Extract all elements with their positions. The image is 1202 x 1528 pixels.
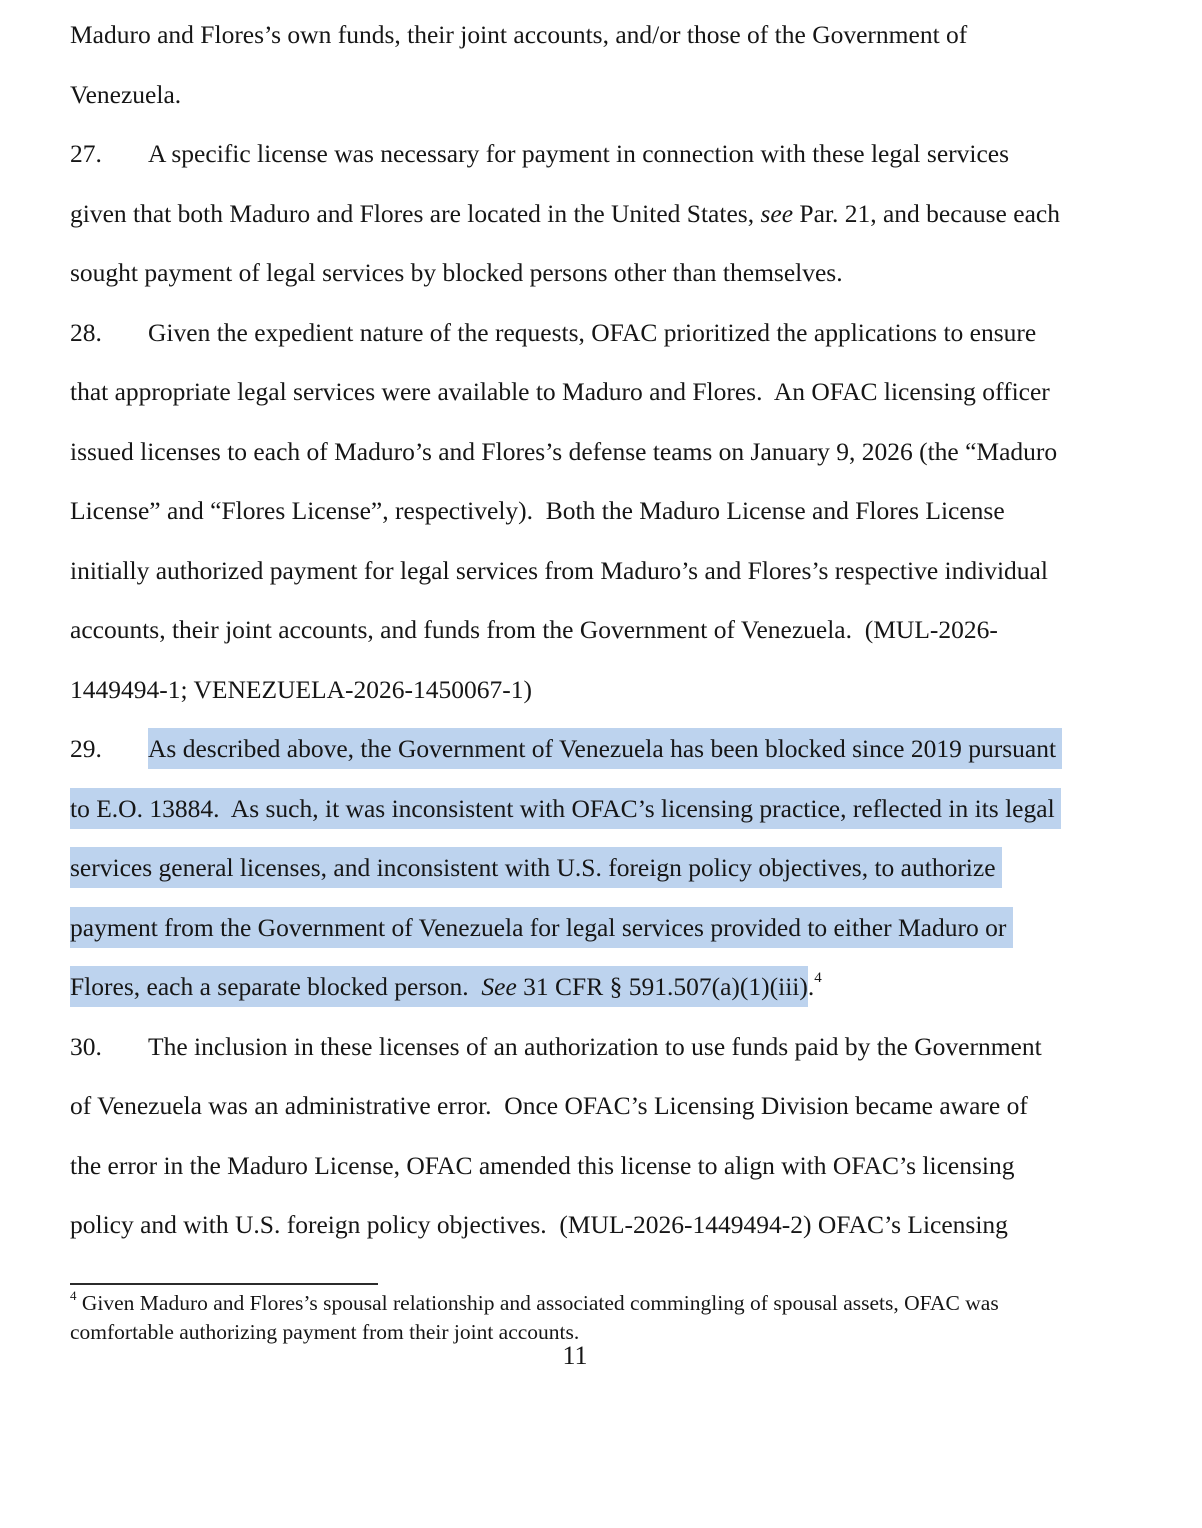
body-text (70, 5, 1180, 1255)
footnote-separator (70, 1283, 378, 1285)
highlighted-text: As described above, the Government of Venezuela has been blocked since 2019 pursuant (148, 728, 1062, 769)
text-line (70, 1136, 1180, 1196)
text-line (70, 660, 1180, 720)
text-line (70, 184, 1180, 244)
highlighted-text: See (481, 966, 516, 1007)
text-segment: given that both Maduro and Flores are located in the United States, (70, 198, 761, 228)
footnote-line-1: Given Maduro and Flores’s spousal relationship and associated commingling of spousal assets, OFAC was (76, 1291, 999, 1315)
text-line (70, 5, 1180, 65)
text-line (70, 600, 1180, 660)
text-segment: . (807, 972, 815, 1001)
text-line (70, 898, 1180, 958)
text-line (70, 1195, 1180, 1255)
highlighted-text: payment from the Government of Venezuela for legal services provided to either Maduro or (70, 907, 1013, 948)
text-line (70, 243, 1180, 303)
highlighted-text: 31 CFR § 591.507(a)(1)(iii) (517, 966, 808, 1007)
paragraph-number: 27. (70, 139, 102, 168)
highlighted-text: to E.O. 13884. As such, it was inconsistent with OFAC’s licensing practice, reflected in its legal (70, 788, 1061, 829)
footnote (70, 1289, 1080, 1346)
footnote-reference: 4 (814, 969, 822, 986)
text-segment: A specific license was necessary for payment in connection with these legal services (148, 139, 1010, 168)
text-line (70, 1076, 1180, 1136)
text-segment: Venezuela. (70, 79, 182, 109)
highlighted-text: Flores, each a separate blocked person. (70, 966, 481, 1007)
text-line (70, 362, 1180, 422)
text-segment: see (760, 198, 794, 228)
text-line (70, 422, 1180, 482)
text-segment: 1449494-1; VENEZUELA-2026-1450067-1) (70, 674, 533, 704)
highlighted-text: services general licenses, and inconsistent with U.S. foreign policy objectives, to authorize (70, 847, 1002, 888)
paragraph-start-line (70, 1017, 1180, 1077)
paragraph-start-line (70, 303, 1180, 363)
text-segment: the error in the Maduro License, OFAC amended this license to align with OFAC’s licensing (70, 1150, 1015, 1180)
text-segment: The inclusion in these licenses of an authorization to use funds paid by the Government (148, 1031, 1042, 1061)
text-line (70, 541, 1180, 601)
text-segment: sought payment of legal services by blocked persons other than themselves. (70, 258, 843, 287)
paragraph-number: 28. (70, 317, 102, 347)
paragraph-number: 30. (70, 1031, 102, 1061)
text-segment: License” and “Flores License”, respectively). Both the Maduro License and Flores License (70, 496, 1005, 525)
paragraph-start-line (70, 719, 1180, 779)
text-line (70, 838, 1180, 898)
footnote-line-2: comfortable authorizing payment from their joint accounts. (70, 1319, 580, 1344)
paragraph-number: 29. (70, 734, 102, 763)
text-line (70, 65, 1180, 125)
text-segment: Given the expedient nature of the requests, OFAC prioritized the applications to ensure (148, 317, 1037, 347)
text-segment: issued licenses to each of Maduro’s and Flores’s defense teams on January 9, 2026 (the “Maduro (70, 436, 1058, 466)
text-line (70, 779, 1180, 839)
text-segment: Par. 21, and because each (793, 198, 1060, 228)
paragraph-start-line (70, 124, 1180, 184)
page-number: 11 (562, 1341, 588, 1370)
text-segment: accounts, their joint accounts, and funds from the Government of Venezuela. (MUL-2026- (70, 615, 998, 644)
text-segment: Maduro and Flores’s own funds, their joint accounts, and/or those of the Government of (70, 20, 968, 49)
text-segment: of Venezuela was an administrative error. Once OFAC’s Licensing Division became aware of (70, 1091, 1028, 1120)
text-segment: that appropriate legal services were available to Maduro and Flores. An OFAC licensing officer (70, 377, 1050, 406)
text-line (70, 481, 1180, 541)
text-line (70, 957, 1180, 1017)
text-segment: initially authorized payment for legal services from Maduro’s and Flores’s respective individual (70, 555, 1048, 585)
text-segment: policy and with U.S. foreign policy objectives. (MUL-2026-1449494-2) OFAC’s Licensing (70, 1210, 1008, 1239)
footnote-number: 4 (70, 1287, 77, 1303)
